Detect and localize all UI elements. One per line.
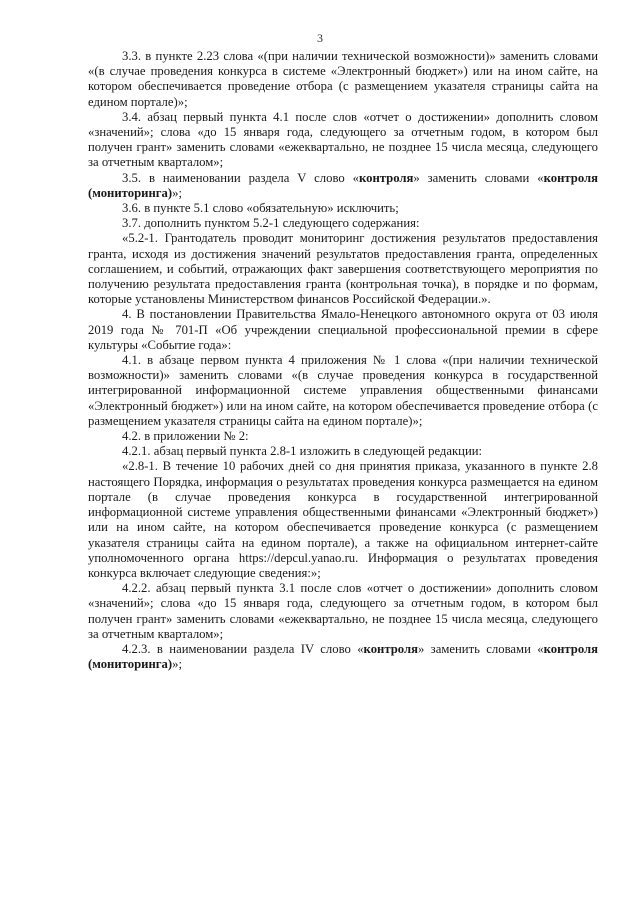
paragraph-4-2-3-pre: 4.2.3. в наименовании раздела IV слово «	[122, 641, 364, 656]
paragraph-4-2-1: 4.2.1. абзац первый пункта 2.8-1 изложить в следующей редакции:	[122, 444, 483, 459]
paragraph-3-5-post: »;	[172, 185, 182, 200]
paragraph-3-5-bold-1: контроля	[358, 170, 414, 185]
paragraph-3-5-mid: » заменить словами «	[413, 170, 544, 185]
paragraph-4-2-3-post: »;	[172, 657, 182, 672]
paragraph-3-3: 3.3. в пункте 2.23 слова «(при наличии технической возможности)» заменить словами «(в случае проведения конкурса в системе «Электронный бюджет») или на ином сайте, на котором обеспечивается проведение отбора (с размещением указателя страницы сайта на едином портале)»;	[88, 49, 598, 109]
paragraph-4-2-3-bold-2: контроля (мониторинга)	[88, 641, 598, 672]
paragraph-5-2-1-text: «5.2-1. Грантодатель проводит мониторинг достижения результатов предоставления гранта, исходя из достижения значений результатов предоставления гранта, определенных соглашением, и событий, отражающих факт завершения соответствующего мероприятия по получению результата предоставления гранта (контрольная точка), в порядке и по формам, которые установлены Министерством финансов Российской Федерации.».	[88, 231, 598, 307]
paragraph-3-6: 3.6. в пункте 5.1 слово «обязательную» исключить;	[122, 201, 399, 216]
paragraph-4-1: 4.1. в абзаце первом пункта 4 приложения № 1 слова «(при наличии технической возможности)» заменить словами «(в случае проведения конкурса в государственной интегрированной информационной системе управления общественными финансами «Электронный бюджет») или на ином сайте, на котором обеспечивается проведение отбора (с размещением указателя страницы сайта на едином портале)»;	[88, 353, 598, 428]
paragraph-3-7: 3.7. дополнить пунктом 5.2-1 следующего содержания:	[122, 216, 420, 231]
paragraph-3-5-pre: 3.5. в наименовании раздела V слово «	[122, 170, 359, 185]
page-number: 3	[317, 31, 323, 45]
paragraph-3-4: 3.4. абзац первый пункта 4.1 после слов «отчет о достижении» дополнить словом «значений»; слова «до 15 января года, следующего за отчетным годом, в котором был получен грант» заменить словами «ежеквартально, не позднее 15 числа месяца, следующего за отчетным кварталом»;	[88, 109, 598, 170]
paragraph-3-5	[88, 171, 598, 201]
paragraph-4-2-3	[88, 642, 598, 672]
paragraph-4-2-3-mid: » заменить словами «	[417, 641, 544, 656]
paragraph-4-2-2: 4.2.2. абзац первый пункта 3.1 после слов «отчет о достижении» дополнить словом «значений»; слова «до 15 января года, следующего за отчетным годом, в котором был получен грант» заменить словами «ежеквартально, не позднее 15 числа месяца, следующего за отчетным кварталом»;	[88, 581, 598, 641]
paragraph-3-5-bold-2: контроля (мониторинга)	[88, 170, 598, 200]
document-body	[88, 49, 598, 672]
paragraph-4-2: 4.2. в приложении № 2:	[122, 429, 249, 444]
paragraph-4-2-3-bold-1: контроля	[363, 641, 418, 656]
paragraph-4: 4. В постановлении Правительства Ямало-Ненецкого автономного округа от 03 июля 2019 года № 701-П «Об учреждении специальной профессиональной премии в сфере культуры «Событие года»:	[88, 307, 598, 352]
paragraph-2-8-1-text: «2.8-1. В течение 10 рабочих дней со дня принятия приказа, указанного в пункте 2.8 настоящего Порядка, информация о результатах проведения конкурса размещается на едином портале (в случае проведения конкурса в государственной интегрированной информационной системе управления общественными финансами «Электронный бюджет») или на ином сайте, на котором обеспечивается проведение конкурса (с размещением указателя страницы сайта на едином портале), а также на официальном интернет-сайте уполномоченного органа https://depcul.yanao.ru. Информация о результатах проведения конкурса включает следующие сведения:»;	[88, 459, 598, 580]
